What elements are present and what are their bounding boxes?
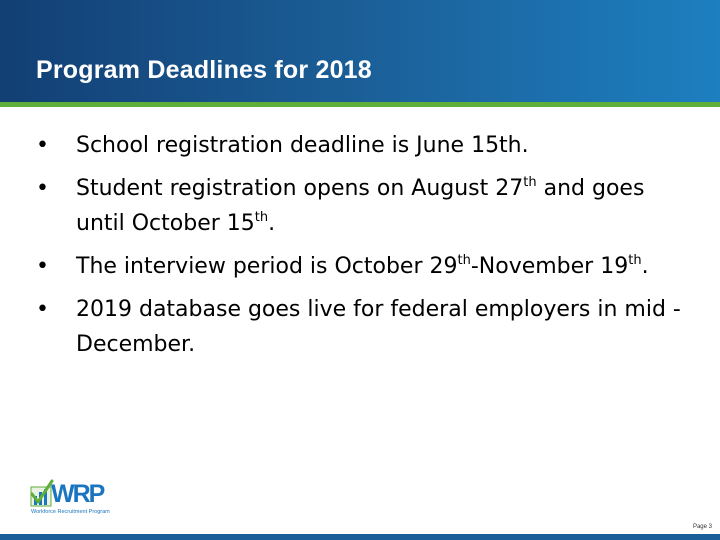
slide-header	[0, 0, 720, 102]
bullet-icon: •	[36, 254, 49, 279]
bullet-item	[36, 128, 696, 163]
page-number: Page 3	[692, 524, 712, 530]
slide-title: Program Deadlines for 2018	[36, 56, 372, 84]
bullet-icon: •	[36, 297, 49, 322]
bullet-list	[36, 128, 696, 370]
bullet-item	[36, 249, 696, 284]
footer-bar	[0, 534, 720, 540]
logo-wordmark: WRP	[51, 480, 104, 508]
bullet-text: Student registration opens on August 27th and goes until October 15th.	[76, 175, 645, 236]
logo-tagline: Workforce Recruitment Program	[31, 509, 110, 515]
bullet-text: The interview period is October 29th-November 19th.	[76, 253, 649, 279]
wrp-logo	[30, 478, 110, 520]
header-accent-line	[0, 102, 720, 107]
bullet-text: 2019 database goes live for federal employers in mid -December.	[76, 297, 681, 357]
bullet-item	[36, 292, 696, 362]
bullet-icon: •	[36, 176, 49, 201]
bullet-text: School registration deadline is June 15th.	[76, 133, 529, 158]
bullet-icon: •	[36, 133, 49, 158]
bullet-item	[36, 171, 696, 241]
